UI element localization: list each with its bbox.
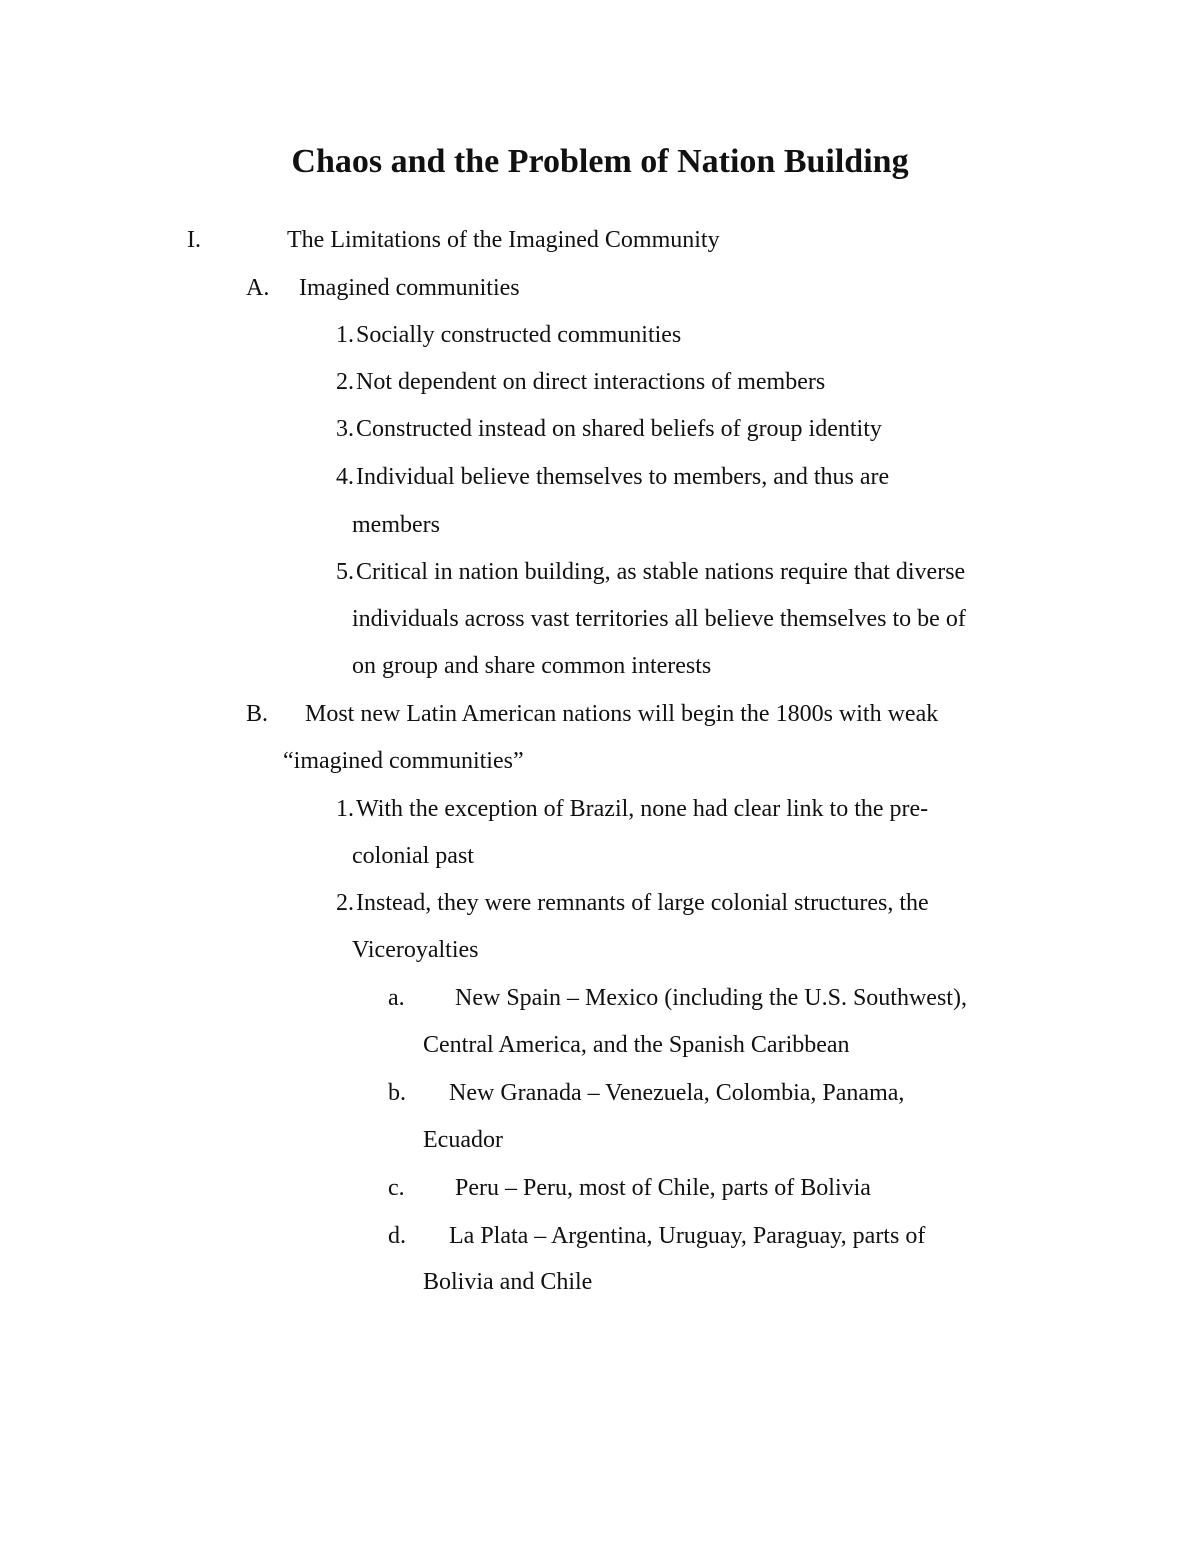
subsection-continuation: “imagined communities” [283, 748, 524, 774]
subsection-heading: Imagined communities [299, 275, 520, 301]
list-item-continuation: colonial past [352, 843, 474, 869]
sub-item-marker: c. [388, 1175, 405, 1201]
sub-item-continuation: Ecuador [423, 1127, 503, 1153]
sub-item-marker: a. [388, 985, 405, 1011]
list-item-marker: 4. [336, 464, 354, 490]
list-item-text: Critical in nation building, as stable nations require that diverse [356, 559, 966, 585]
subsection-marker: A. [246, 275, 270, 301]
list-item-marker: 1. [336, 796, 354, 822]
list-item-text: Socially constructed communities [356, 322, 682, 348]
list-item-marker: 3. [336, 416, 354, 442]
sub-item-text: New Granada – Venezuela, Colombia, Panama, [449, 1080, 905, 1106]
list-item-continuation: on group and share common interests [352, 653, 712, 679]
list-item-marker: 2. [336, 890, 354, 916]
section-heading: The Limitations of the Imagined Community [287, 227, 720, 253]
list-item-text: Instead, they were remnants of large colonial structures, the [356, 890, 929, 916]
sub-item-marker: d. [388, 1223, 406, 1249]
list-item-text: Constructed instead on shared beliefs of group identity [356, 416, 882, 442]
list-item-continuation: individuals across vast territories all believe themselves to be of [352, 606, 966, 632]
list-item-continuation: members [352, 512, 440, 538]
list-item-text: With the exception of Brazil, none had clear link to the pre- [356, 796, 929, 822]
sub-item-text: Peru – Peru, most of Chile, parts of Bolivia [455, 1175, 871, 1201]
list-item-text: Individual believe themselves to members, and thus are [356, 464, 890, 490]
subsection-marker: B. [246, 701, 269, 727]
subsection-heading: Most new Latin American nations will begin the 1800s with weak [305, 701, 939, 727]
list-item-text: Not dependent on direct interactions of members [356, 369, 826, 395]
section-marker: I. [187, 227, 201, 253]
page-title: Chaos and the Problem of Nation Building [291, 143, 909, 180]
list-item-continuation: Viceroyalties [352, 937, 479, 963]
sub-item-marker: b. [388, 1080, 406, 1106]
sub-item-continuation: Bolivia and Chile [423, 1269, 593, 1295]
sub-item-continuation: Central America, and the Spanish Caribbean [423, 1032, 850, 1058]
list-item-marker: 1. [336, 322, 354, 348]
sub-item-text: La Plata – Argentina, Uruguay, Paraguay, parts of [449, 1223, 926, 1249]
list-item-marker: 5. [336, 559, 354, 585]
list-item-marker: 2. [336, 369, 354, 395]
sub-item-text: New Spain – Mexico (including the U.S. Southwest), [455, 985, 967, 1011]
